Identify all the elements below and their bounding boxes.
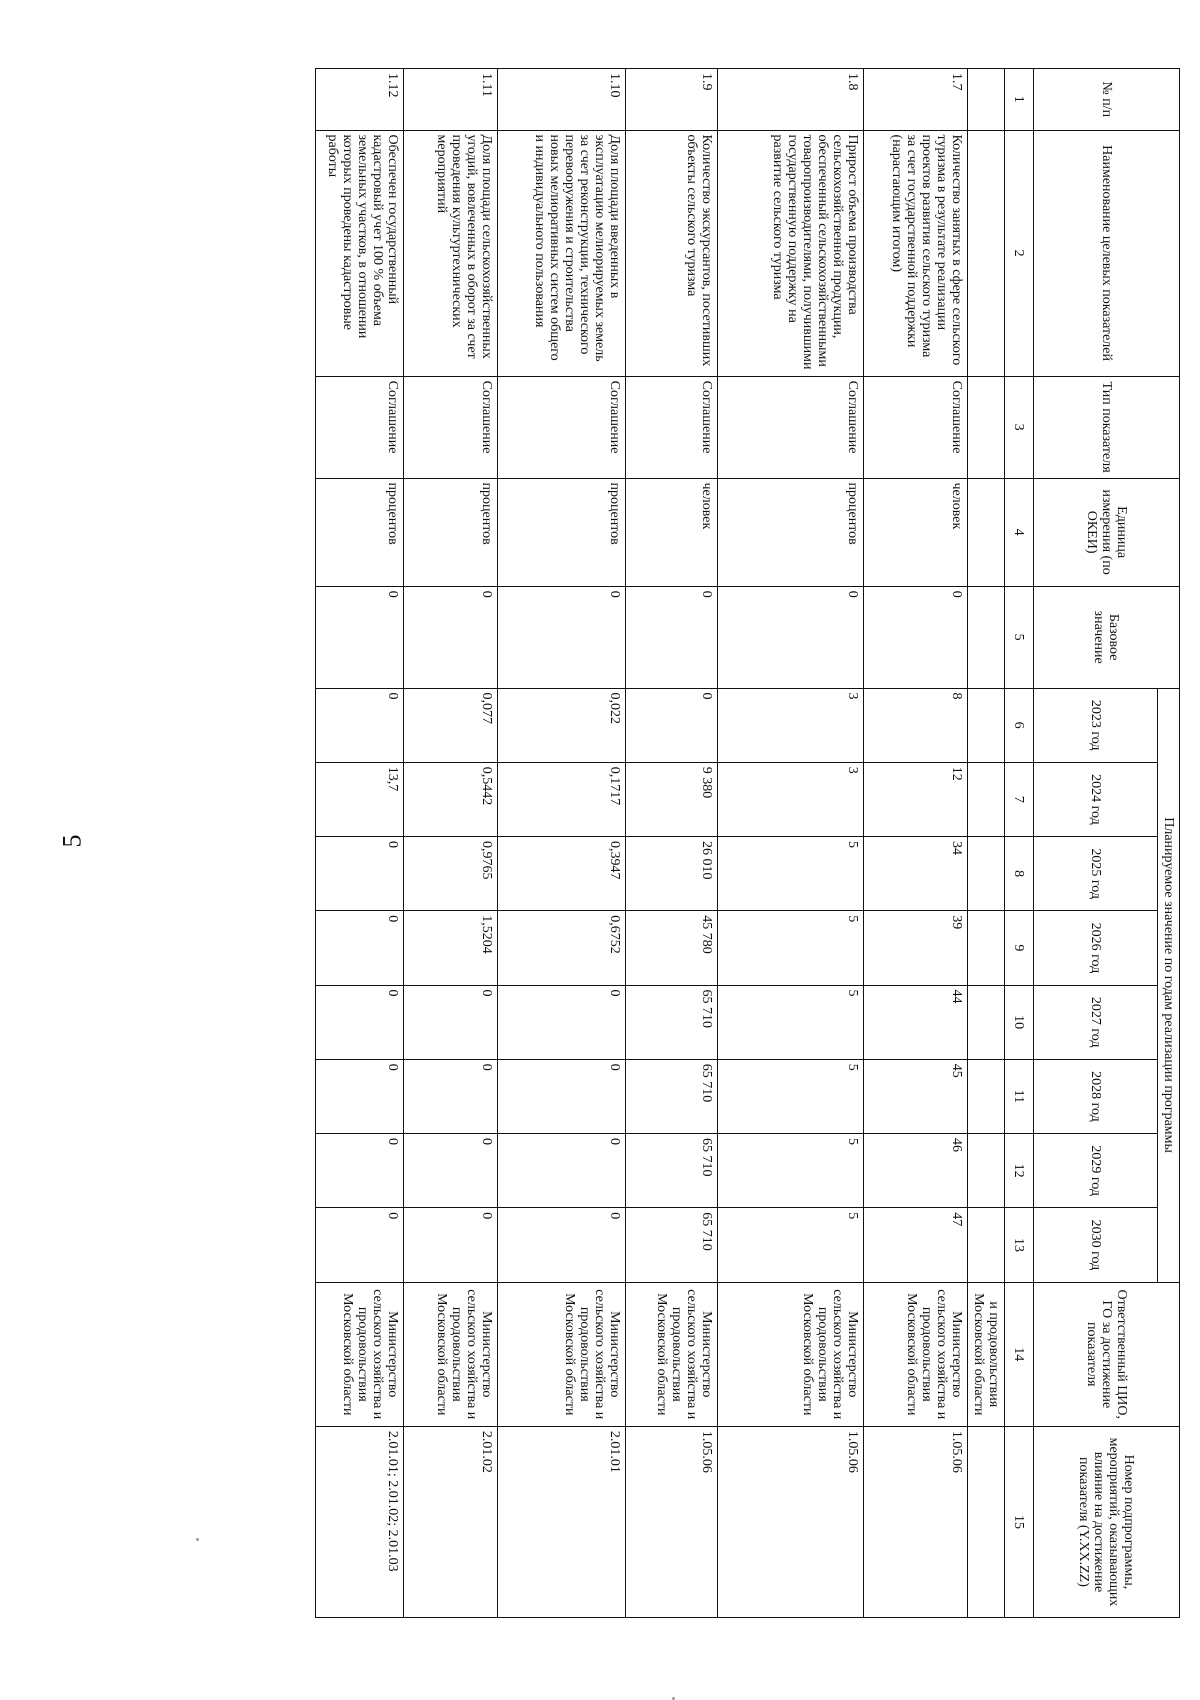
unit: человек <box>626 478 718 586</box>
subprogram-number: 2.01.01 <box>498 1426 626 1617</box>
header-year: 2027 год <box>1034 985 1158 1059</box>
year-value: 0,6752 <box>498 911 626 985</box>
row-number: 1.9 <box>626 69 718 131</box>
header-unit: Единица измерения (по ОКЕИ) <box>1034 478 1180 586</box>
row-number: 1.10 <box>498 69 626 131</box>
column-number: 1 <box>1005 69 1034 131</box>
base-value: 0 <box>316 586 404 688</box>
subprogram-number: 1.05.06 <box>718 1426 864 1617</box>
year-value: 44 <box>864 985 968 1059</box>
year-value: 65 710 <box>626 985 718 1059</box>
year-value: 45 780 <box>626 911 718 985</box>
unit: процентов <box>316 478 404 586</box>
subprogram-number: 1.05.06 <box>864 1426 968 1617</box>
responsible: Министерство сельского хозяйства и продовольствия Московской области <box>404 1282 498 1426</box>
year-value: 0 <box>316 985 404 1059</box>
scan-speck <box>196 1538 199 1541</box>
year-value: 0 <box>404 1208 498 1282</box>
year-value: 8 <box>864 688 968 762</box>
table-row <box>404 69 498 1618</box>
table-row <box>718 69 864 1618</box>
indicator-name: Прирост объема производства сельскохозяйственной продукции, обеспеченный сельскохозяйственными товаропроизводителями, получившими государственную поддержку на развитие сельского туризма <box>718 130 864 376</box>
year-value: 12 <box>864 762 968 836</box>
continuation-responsible: и продовольствия Московской области <box>968 1282 1005 1426</box>
year-value: 0 <box>498 985 626 1059</box>
year-value: 46 <box>864 1134 968 1208</box>
responsible: Министерство сельского хозяйства и продовольствия Московской области <box>626 1282 718 1426</box>
rotated-table-page <box>126 68 1180 1618</box>
header-name: Наименование целевых показателей <box>1034 130 1180 376</box>
year-value: 0,022 <box>498 688 626 762</box>
row-number: 1.12 <box>316 69 404 131</box>
indicator-type: Соглашение <box>864 376 968 478</box>
year-value: 26 010 <box>626 837 718 911</box>
year-value: 0 <box>404 1059 498 1133</box>
responsible: Министерство сельского хозяйства и продовольствия Московской области <box>316 1282 404 1426</box>
year-value: 47 <box>864 1208 968 1282</box>
base-value: 0 <box>498 586 626 688</box>
column-number: 7 <box>1005 762 1034 836</box>
year-value: 0,9765 <box>404 837 498 911</box>
year-value: 65 710 <box>626 1208 718 1282</box>
header-year: 2024 год <box>1034 762 1158 836</box>
year-value: 0 <box>626 688 718 762</box>
year-value: 5 <box>718 985 864 1059</box>
header-year: 2026 год <box>1034 911 1158 985</box>
year-value: 0 <box>316 1134 404 1208</box>
responsible: Министерство сельского хозяйства и продовольствия Московской области <box>498 1282 626 1426</box>
column-number: 10 <box>1005 985 1034 1059</box>
row-number: 1.8 <box>718 69 864 131</box>
subprogram-number: 2.01.01; 2.01.02; 2.01.03 <box>316 1426 404 1617</box>
table-row <box>626 69 718 1618</box>
year-value: 5 <box>718 837 864 911</box>
year-value: 3 <box>718 688 864 762</box>
year-value: 0 <box>404 1134 498 1208</box>
year-value: 13,7 <box>316 762 404 836</box>
base-value: 0 <box>864 586 968 688</box>
indicator-name: Количество занятых в сфере сельского туризма в результате реализации проектов развития сельского туризма за счет государственной поддержки (нарастающим итогом) <box>864 130 968 376</box>
column-number: 3 <box>1005 376 1034 478</box>
header-year: 2028 год <box>1034 1059 1158 1133</box>
year-value: 0 <box>404 985 498 1059</box>
year-value: 39 <box>864 911 968 985</box>
year-value: 0,1717 <box>498 762 626 836</box>
indicator-name: Обеспечен государственный кадастровый учет 100 % объема земельных участков, в отношении которых проведены кадастровые работы <box>316 130 404 376</box>
year-value: 45 <box>864 1059 968 1133</box>
unit: процентов <box>498 478 626 586</box>
year-value: 0 <box>498 1059 626 1133</box>
unit: человек <box>864 478 968 586</box>
year-value: 0,3947 <box>498 837 626 911</box>
year-value: 0 <box>498 1134 626 1208</box>
header-no: № п/п <box>1034 69 1180 131</box>
indicator-name: Количество экскурсантов, посетивших объекты сельского туризма <box>626 130 718 376</box>
year-value: 0 <box>316 1208 404 1282</box>
year-value: 0 <box>316 688 404 762</box>
header-year: 2023 год <box>1034 688 1158 762</box>
row-number: 1.11 <box>404 69 498 131</box>
year-value: 1,5204 <box>404 911 498 985</box>
column-number: 15 <box>1005 1426 1034 1617</box>
column-number: 11 <box>1005 1059 1034 1133</box>
year-value: 3 <box>718 762 864 836</box>
column-number: 14 <box>1005 1282 1034 1426</box>
column-numbers-row <box>1005 69 1034 1618</box>
base-value: 0 <box>718 586 864 688</box>
responsible: Министерство сельского хозяйства и продовольствия Московской области <box>864 1282 968 1426</box>
indicators-table <box>315 68 1180 1618</box>
header-year: 2030 год <box>1034 1208 1158 1282</box>
indicator-type: Соглашение <box>718 376 864 478</box>
column-number: 4 <box>1005 478 1034 586</box>
indicator-type: Соглашение <box>316 376 404 478</box>
indicator-type: Соглашение <box>498 376 626 478</box>
subprogram-number: 1.05.06 <box>626 1426 718 1617</box>
column-number: 8 <box>1005 837 1034 911</box>
header-subprogram: Номер подпрограммы, мероприятий, оказывающих влияние на достижение показателя (Y.XX.ZZ) <box>1034 1426 1180 1617</box>
header-year: 2025 год <box>1034 837 1158 911</box>
year-value: 0,077 <box>404 688 498 762</box>
year-value: 0 <box>316 837 404 911</box>
year-value: 5 <box>718 1208 864 1282</box>
year-value: 0 <box>316 911 404 985</box>
indicator-type: Соглашение <box>626 376 718 478</box>
subprogram-number: 2.01.02 <box>404 1426 498 1617</box>
year-value: 5 <box>718 1134 864 1208</box>
column-number: 6 <box>1005 688 1034 762</box>
year-value: 65 710 <box>626 1059 718 1133</box>
year-value: 0,5442 <box>404 762 498 836</box>
page-number: 5 <box>57 834 87 848</box>
column-number: 2 <box>1005 130 1034 376</box>
base-value: 0 <box>404 586 498 688</box>
responsible: Министерство сельского хозяйства и продовольствия Московской области <box>718 1282 864 1426</box>
indicator-name: Доля площади введенных в эксплуатацию мелиорируемых земель за счет реконструкции, технического перевооружения и строительства новых мелиоративных систем общего и индивидуального пользования <box>498 130 626 376</box>
year-value: 65 710 <box>626 1134 718 1208</box>
column-number: 13 <box>1005 1208 1034 1282</box>
header-planned: Планируемое значение по годам реализации программы <box>1158 688 1180 1282</box>
header-year: 2029 год <box>1034 1134 1158 1208</box>
table-row <box>316 69 404 1618</box>
column-number: 5 <box>1005 586 1034 688</box>
year-value: 5 <box>718 911 864 985</box>
column-number: 9 <box>1005 911 1034 985</box>
year-value: 34 <box>864 837 968 911</box>
header-type: Тип показателя <box>1034 376 1180 478</box>
header-responsible: Ответственный ЦИО, ГО за достижение показателя <box>1034 1282 1180 1426</box>
unit: процентов <box>718 478 864 586</box>
indicator-type: Соглашение <box>404 376 498 478</box>
table-row <box>498 69 626 1618</box>
unit: процентов <box>404 478 498 586</box>
year-value: 9 380 <box>626 762 718 836</box>
row-number: 1.7 <box>864 69 968 131</box>
year-value: 0 <box>498 1208 626 1282</box>
year-value: 5 <box>718 1059 864 1133</box>
column-number: 12 <box>1005 1134 1034 1208</box>
indicator-name: Доля площади сельскохозяйственных угодий, вовлеченных в оборот за счет проведения культуртехнических мероприятий <box>404 130 498 376</box>
year-value: 0 <box>316 1059 404 1133</box>
header-base: Базовое значение <box>1034 586 1180 688</box>
base-value: 0 <box>626 586 718 688</box>
continuation-row <box>968 69 1005 1618</box>
table-row <box>864 69 968 1618</box>
